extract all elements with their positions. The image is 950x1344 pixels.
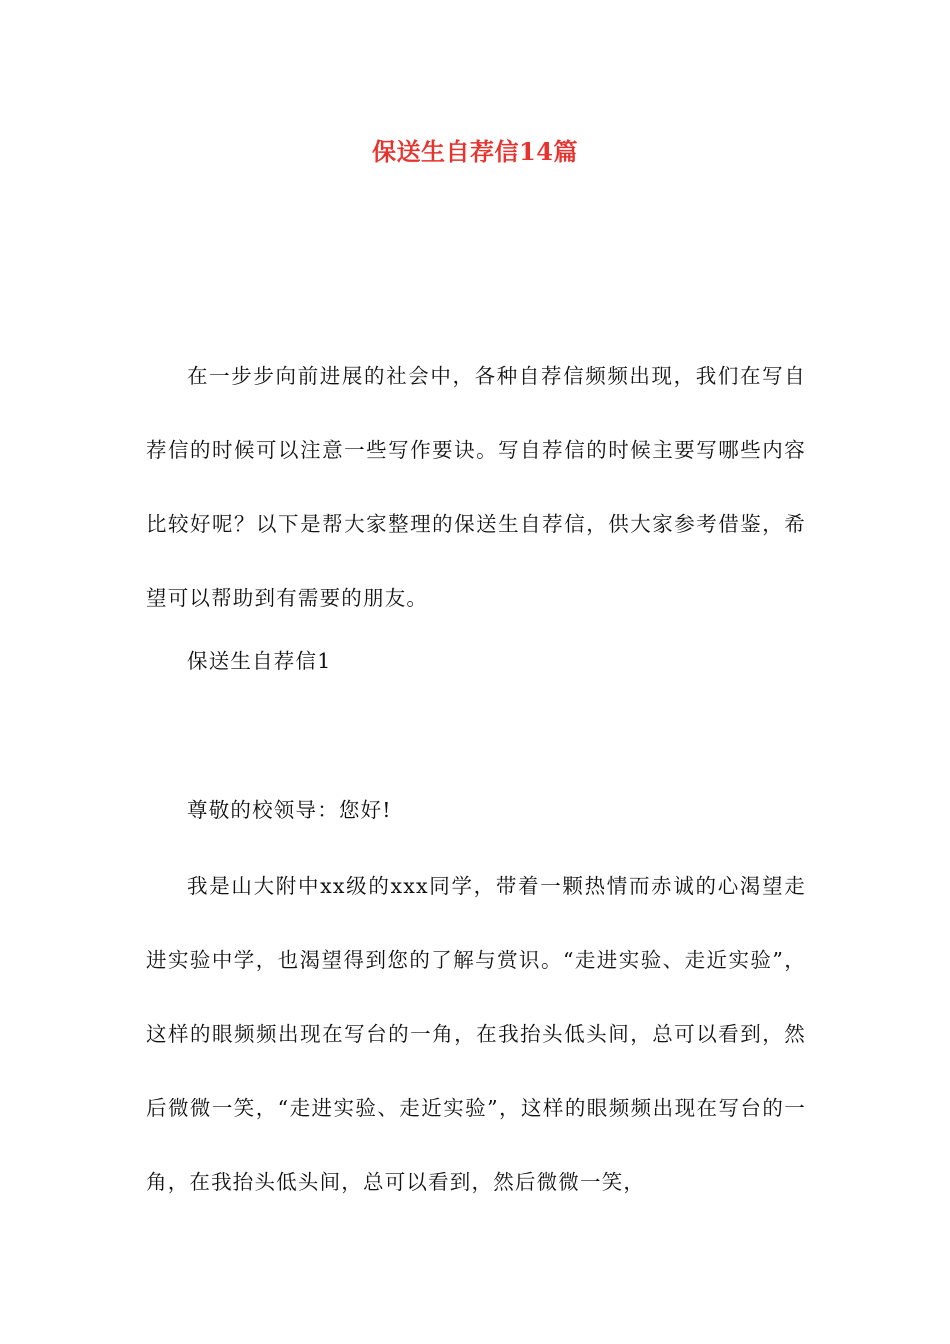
document-title-text: 保送生自荐信14篇 xyxy=(372,137,578,166)
document-title xyxy=(0,132,950,172)
salutation: 尊敬的校领导：您好! xyxy=(187,797,392,822)
section-heading: 保送生自荐信1 xyxy=(187,648,332,673)
main-paragraph: 我是山大附中xx级的xxx同学，带着一颗热情而赤诚的心渴望走进实验中学，也渴望得到您的了解与赏识。“走进实验、走近实验”，这样的眼频频出现在写台的一角，在我抬头低头间，总可以看到，然后微微一笑，“走进实验、走近实验”，这样的眼频频出现在写台的一角，在我抬头低头间，总可以看到，然后微微一笑， xyxy=(146,873,806,1194)
intro-paragraph: 在一步步向前进展的社会中，各种自荐信频频出现，我们在写自荐信的时候可以注意一些写作要诀。写自荐信的时候主要写哪些内容比较好呢？以下是帮大家整理的保送生自荐信，供大家参考借鉴，希望可以帮助到有需要的朋友。 xyxy=(146,363,806,610)
